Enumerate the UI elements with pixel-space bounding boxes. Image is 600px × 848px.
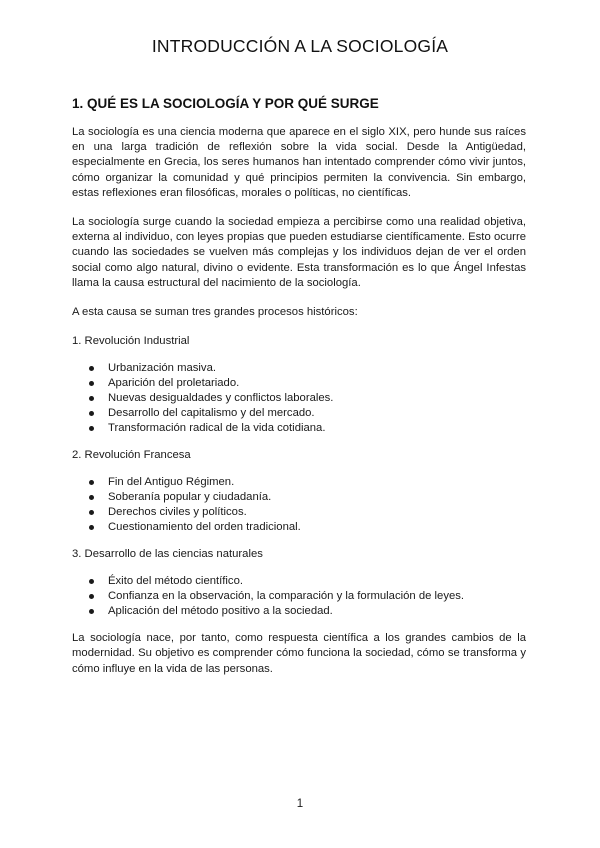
list-item: Aplicación del método positivo a la sociedad. xyxy=(72,604,526,619)
subsection-title: 2. Revolución Francesa xyxy=(72,449,191,462)
page-number: 1 xyxy=(296,798,304,810)
list-item: Aparición del proletariado. xyxy=(72,376,526,391)
document-body xyxy=(72,96,526,691)
list-item: Derechos civiles y políticos. xyxy=(72,505,526,520)
closing-paragraph: La sociología nace, por tanto, como respuesta científica a los grandes cambios de la modernidad. Su objetivo es comprender cómo funciona la sociedad, cómo se transforma y cómo influye en la vida de las personas. xyxy=(72,632,526,675)
list-item: Confianza en la observación, la comparación y la formulación de leyes. xyxy=(72,589,526,604)
bullet-list xyxy=(72,475,526,535)
paragraph-2: La sociología surge cuando la sociedad empieza a percibirse como una realidad objetiva, externa al individuo, con leyes propias que pueden estudiarse científicamente. Esto ocurre cuando las sociedades se vuelven más complejas y los individuos dejan de ver el orden social como algo natural, divino o evidente. Esta transformación es lo que Ángel Infestas llama la causa estructural del nacimiento de la sociología. xyxy=(72,216,526,289)
list-item: Fin del Antiguo Régimen. xyxy=(72,475,526,490)
paragraph-3: A esta causa se suman tres grandes procesos históricos: xyxy=(72,306,358,319)
subsection-title: 1. Revolución Industrial xyxy=(72,335,190,348)
document-title: INTRODUCCIÓN A LA SOCIOLOGÍA xyxy=(151,36,449,56)
bullet-list xyxy=(72,574,526,619)
list-item: Desarrollo del capitalismo y del mercado. xyxy=(72,406,526,421)
subsection-title: 3. Desarrollo de las ciencias naturales xyxy=(72,548,263,561)
list-item: Urbanización masiva. xyxy=(72,361,526,376)
list-item: Cuestionamiento del orden tradicional. xyxy=(72,520,526,535)
section-heading: 1. QUÉ ES LA SOCIOLOGÍA Y POR QUÉ SURGE xyxy=(72,96,379,111)
list-item: Soberanía popular y ciudadanía. xyxy=(72,490,526,505)
bullet-list xyxy=(72,361,526,436)
paragraph-1: La sociología es una ciencia moderna que aparece en el siglo XIX, pero hunde sus raíces en una larga tradición de reflexión sobre la vida social. Desde la Antigüedad, especialmente en Grecia, los seres humanos han intentado comprender cómo vivir juntos, cómo organizar la comunidad y qué principios permiten la convivencia. Sin embargo, estas reflexiones eran filosóficas, morales o políticas, no científicas. xyxy=(72,126,526,199)
list-item: Nuevas desigualdades y conflictos laborales. xyxy=(72,391,526,406)
list-item: Éxito del método científico. xyxy=(72,574,526,589)
list-item: Transformación radical de la vida cotidiana. xyxy=(72,421,526,436)
